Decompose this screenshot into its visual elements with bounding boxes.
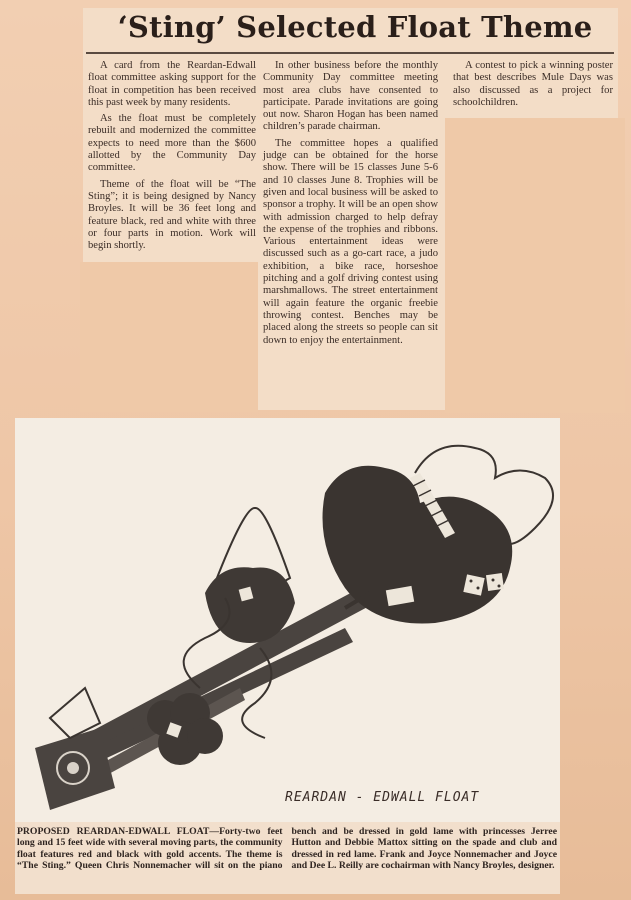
clipping-cut-area-left bbox=[80, 262, 258, 412]
float-sketch-image bbox=[15, 418, 560, 822]
article-column-1 bbox=[88, 60, 256, 256]
article-column-3 bbox=[453, 60, 613, 113]
article-headline: ‘Sting’ Selected Float Theme bbox=[117, 10, 593, 44]
article-paragraph: A contest to pick a winning poster that best describes Mule Days was also discussed as a project for schoolchildren. bbox=[453, 60, 613, 108]
handwritten-float-label: REARDAN - EDWALL FLOAT bbox=[285, 790, 480, 805]
article-paragraph: Theme of the float will be “The Sting”; it is being designed by Nancy Broyles. It will be 36 feet long and feature black, red and white with three or four parts in motion. Work will begin shortly. bbox=[88, 178, 256, 252]
float-photo bbox=[15, 418, 560, 822]
article-paragraph: A card from the Reardan-Edwall float committee asking support for the float in competition has been received this past week by many residents. bbox=[88, 60, 256, 108]
headline-rule bbox=[86, 52, 614, 54]
article-paragraph: In other business before the monthly Community Day committee meeting most area clubs have consented to participate. Parade invitations are going out now. Sharon Hogan has been named children’s parade chairman. bbox=[263, 60, 438, 133]
article-paragraph: As the float must be completely rebuilt and modernized the committee expects to need more than the $600 allotted by the Community Day committee. bbox=[88, 113, 256, 174]
article-paragraph: The committee hopes a qualified judge can be obtained for the horse show. There will be 15 classes June 5-6 and 10 classes June 8. Trophies will be given and local business will be asked to sponsor a trophy. It will be an open show with admission charged to help defray the expense of the trophies and ribbons. Various entertainment ideas were discussed such as a go-cart race, a judo exhibition, a bike race, horseshoe pitching and a golf driving contest using marshmallows. The street entertainment will again feature the organic freebie throwing contest. Benches may be placed along the streets so people can sit down to enjoy the entertainment. bbox=[263, 137, 438, 346]
article-column-2 bbox=[263, 60, 438, 351]
photo-caption: PROPOSED REARDAN-EDWALL FLOAT—Forty-two feet long and 15 feet wide with several moving parts, the community float features red and black with gold accents. The theme is “The Sting.” Queen Chris Nonnemacher will sit on the piano bench and be dressed in gold lame with princesses Jerree Hutton and Debbie Mattox sitting on the spade and club and dressed in red lame. Frank and Joyce Nonnemacher and Joyce and Dee L. Reilly are cochairman with Nancy Broyles, designer. bbox=[17, 826, 557, 872]
clipping-cut-area-right bbox=[445, 118, 625, 413]
